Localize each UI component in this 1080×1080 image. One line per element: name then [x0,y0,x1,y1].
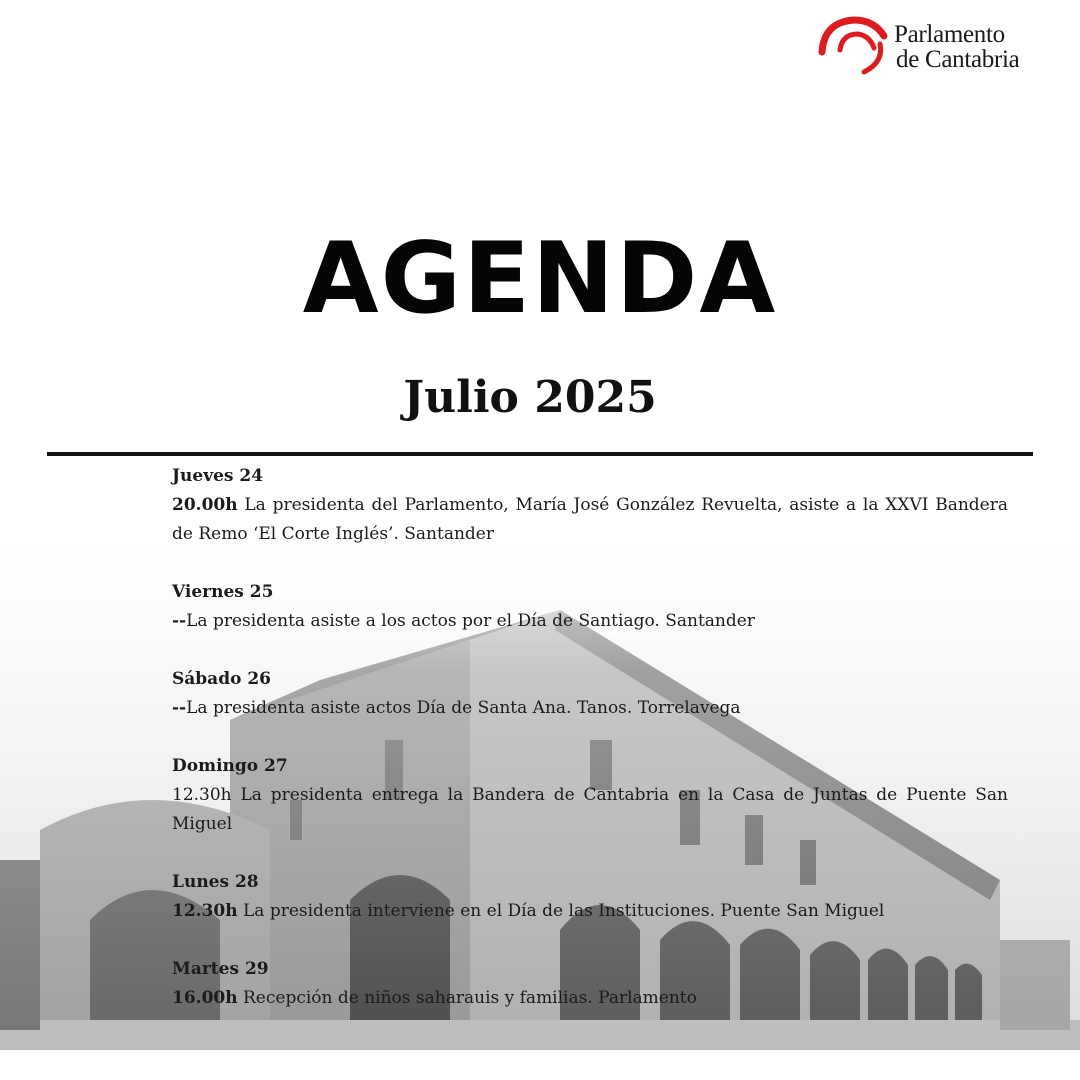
day-name: Lunes 28 [172,872,259,892]
day-entry [172,607,1008,636]
day-entry [172,781,1008,839]
agenda-list [172,462,1008,1042]
day-name: Domingo 27 [172,756,288,776]
entry-text: Recepción de niños saharauis y familias. Parlamento [237,988,697,1008]
agenda-day [172,462,1008,549]
day-entry [172,491,1008,549]
entry-time: -- [172,611,187,631]
day-name: Jueves 24 [172,466,264,486]
entry-text: La presidenta asiste a los actos por el Día de Santiago. Santander [186,611,755,631]
entry-time: 16.00h [172,988,238,1008]
day-entry [172,694,1008,723]
agenda-day [172,955,1008,1013]
day-name: Martes 29 [172,959,269,979]
entry-time: 12.30h [172,901,238,921]
logo-line-2: de Cantabria [896,46,1020,73]
page-subtitle: Julio 2025 [403,372,657,423]
parlamento-logo [814,14,1044,78]
day-name: Viernes 25 [172,582,274,602]
day-entry [172,984,1008,1013]
entry-time: -- [172,698,187,718]
logo-line-1: Parlamento [894,21,1005,48]
agenda-day [172,578,1008,636]
day-name: Sábado 26 [172,669,271,689]
title-divider [47,452,1033,456]
entry-text: La presidenta interviene en el Día de las Instituciones. Puente San Miguel [237,901,885,921]
entry-time: 20.00h [172,495,238,515]
agenda-day [172,868,1008,926]
entry-text: La presidenta del Parlamento, María José González Revuelta, asiste a la XXVI Bandera de Remo ‘El Corte Inglés’. Santander [172,495,1008,544]
page-title: AGENDA [302,222,778,336]
day-entry [172,897,1008,926]
entry-text: 12.30h La presidenta entrega la Bandera de Cantabria en la Casa de Juntas de Puente San Miguel [172,785,1008,834]
agenda-day [172,665,1008,723]
entry-text: La presidenta asiste actos Día de Santa Ana. Tanos. Torrelavega [186,698,741,718]
agenda-day [172,752,1008,839]
parlamento-emblem-icon [814,14,890,78]
